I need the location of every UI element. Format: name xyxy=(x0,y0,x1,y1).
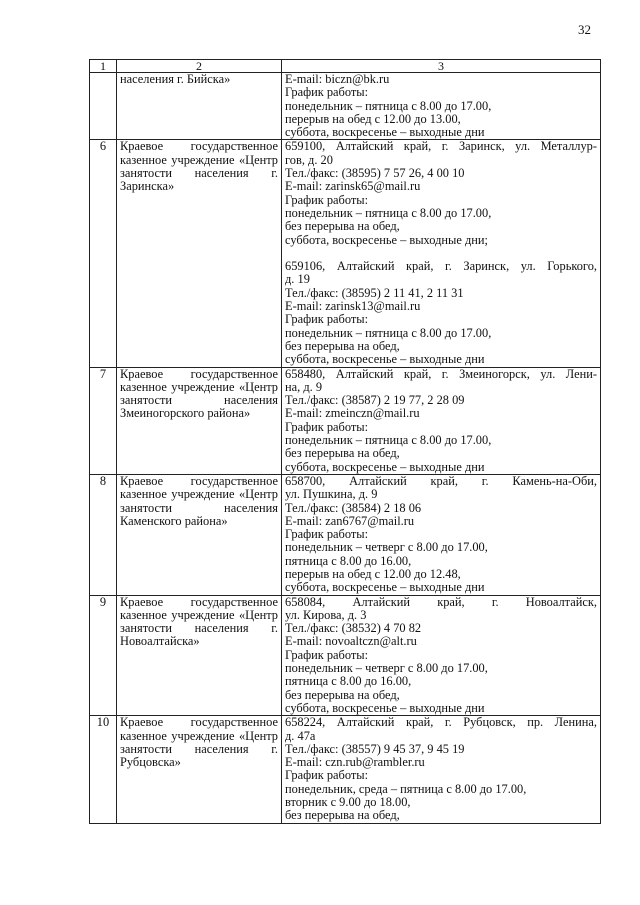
row-number: 10 xyxy=(90,716,117,823)
detail-line: Тел./факс: (38584) 2 18 06 xyxy=(285,501,422,515)
detail-line: График работы: xyxy=(285,313,369,327)
table-row xyxy=(90,474,601,595)
detail-line: суббота, воскресенье – выходные дни xyxy=(285,353,485,367)
detail-line: E-mail: biczn@bk.ru xyxy=(285,73,390,86)
detail-line: ул. Пушкина, д. 9 xyxy=(285,488,378,502)
row-number: 8 xyxy=(90,474,117,595)
table-row xyxy=(90,73,601,140)
detail-line: Тел./факс: (38595) 7 57 26, 4 00 10 xyxy=(285,167,465,181)
organization-name: Краевое государственное казенное учреждение «Центр занятости населения г. Заринска» xyxy=(117,140,282,367)
page-number: 32 xyxy=(578,22,591,37)
table-row xyxy=(90,716,601,823)
table-row xyxy=(90,140,601,367)
detail-line: E-mail: zarinsk13@mail.ru xyxy=(285,300,421,314)
detail-line: пятница с 8.00 до 16.00, xyxy=(285,675,412,689)
detail-line: понедельник – четверг с 8.00 до 17.00, xyxy=(285,541,488,555)
detail-line: График работы: xyxy=(285,769,369,783)
organization-name: населения г. Бийска» xyxy=(117,73,282,140)
detail-line: График работы: xyxy=(285,86,369,100)
detail-line: E-mail: novoaltczn@alt.ru xyxy=(285,635,417,649)
table-body xyxy=(90,60,601,824)
detail-line: 658480, Алтайский край, г. Змеиногорск, ул. Лени- xyxy=(285,367,597,381)
header-cell-details: 3 xyxy=(282,60,601,73)
detail-line: понедельник, среда – пятница с 8.00 до 17.00, xyxy=(285,782,527,796)
detail-line: 658224, Алтайский край, г. Рубцовск, пр. Ленина, xyxy=(285,716,597,730)
detail-line: График работы: xyxy=(285,648,369,662)
table-row xyxy=(90,367,601,474)
detail-line: 659106, Алтайский край, г. Заринск, ул. Горького, xyxy=(285,260,597,274)
detail-line: гов, д. 20 xyxy=(285,153,333,167)
detail-line: Тел./факс: (38595) 2 11 41, 2 11 31 xyxy=(285,286,464,300)
blank-line xyxy=(285,247,597,260)
detail-line: понедельник – пятница с 8.00 до 17.00, xyxy=(285,326,492,340)
organization-name: Краевое государственное казенное учреждение «Центр занятости населения г. Рубцовска» xyxy=(117,716,282,823)
organization-name: Краевое государственное казенное учреждение «Центр занятости населения г. Новоалтайска» xyxy=(117,595,282,716)
detail-line: без перерыва на обед, xyxy=(285,809,400,823)
contact-details xyxy=(282,474,601,595)
detail-line: Тел./факс: (38557) 9 45 37, 9 45 19 xyxy=(285,742,465,756)
detail-line: вторник с 9.00 до 18.00, xyxy=(285,796,411,810)
row-number: 6 xyxy=(90,140,117,367)
contact-details xyxy=(282,73,601,140)
contact-details xyxy=(282,367,601,474)
detail-line: д. 47а xyxy=(285,729,316,743)
contact-details xyxy=(282,595,601,716)
detail-line: E-mail: czn.rub@rambler.ru xyxy=(285,756,425,770)
detail-line: График работы: xyxy=(285,528,369,542)
detail-line: 658700, Алтайский край, г. Камень-на-Оби, xyxy=(285,474,597,488)
contact-details xyxy=(282,716,601,823)
row-number: 7 xyxy=(90,367,117,474)
detail-line: перерыв на обед с 12.00 до 12.48, xyxy=(285,567,461,581)
detail-line: пятница с 8.00 до 16.00, xyxy=(285,554,412,568)
detail-line: График работы: xyxy=(285,193,369,207)
detail-line: суббота, воскресенье – выходные дни xyxy=(285,460,485,474)
detail-line: на, д. 9 xyxy=(285,380,323,394)
detail-line: Тел./факс: (38587) 2 19 77, 2 28 09 xyxy=(285,394,465,408)
detail-line: суббота, воскресенье – выходные дни xyxy=(285,701,485,715)
detail-line: понедельник – пятница с 8.00 до 17.00, xyxy=(285,206,492,220)
detail-line: E-mail: zan6767@mail.ru xyxy=(285,514,415,528)
detail-line: понедельник – пятница с 8.00 до 17.00, xyxy=(285,434,492,448)
detail-line: без перерыва на обед, xyxy=(285,339,400,353)
detail-line: 658084, Алтайский край, г. Новоалтайск, xyxy=(285,595,597,609)
row-number xyxy=(90,73,117,140)
row-number: 9 xyxy=(90,595,117,716)
detail-line: График работы: xyxy=(285,420,369,434)
detail-line: понедельник – пятница с 8.00 до 17.00, xyxy=(285,99,492,113)
detail-line: суббота, воскресенье – выходные дни xyxy=(285,126,485,140)
detail-line: E-mail: zarinsk65@mail.ru xyxy=(285,180,421,194)
detail-line: суббота, воскресенье – выходные дни; xyxy=(285,233,488,247)
header-cell-organization: 2 xyxy=(117,60,282,73)
detail-line: перерыв на обед с 12.00 до 13.00, xyxy=(285,112,461,126)
detail-line: суббота, воскресенье – выходные дни xyxy=(285,581,485,595)
detail-line: E-mail: zmeinczn@mail.ru xyxy=(285,407,420,421)
organization-name: Краевое государственное казенное учреждение «Центр занятости населения Каменского района» xyxy=(117,474,282,595)
detail-line: д. 19 xyxy=(285,273,310,287)
table-row xyxy=(90,595,601,716)
detail-line: без перерыва на обед, xyxy=(285,447,400,461)
employment-centers-table xyxy=(89,59,601,824)
table-header-row xyxy=(90,60,601,73)
detail-line: ул. Кирова, д. 3 xyxy=(285,608,367,622)
detail-line: 659100, Алтайский край, г. Заринск, ул. Металлур- xyxy=(285,140,597,154)
contact-details xyxy=(282,140,601,367)
header-cell-number: 1 xyxy=(90,60,117,73)
detail-line: понедельник – четверг с 8.00 до 17.00, xyxy=(285,662,488,676)
detail-line: Тел./факс: (38532) 4 70 82 xyxy=(285,622,422,636)
detail-line: без перерыва на обед, xyxy=(285,220,400,234)
organization-name: Краевое государственное казенное учреждение «Центр занятости населения Змеиногорского района» xyxy=(117,367,282,474)
detail-line: без перерыва на обед, xyxy=(285,688,400,702)
